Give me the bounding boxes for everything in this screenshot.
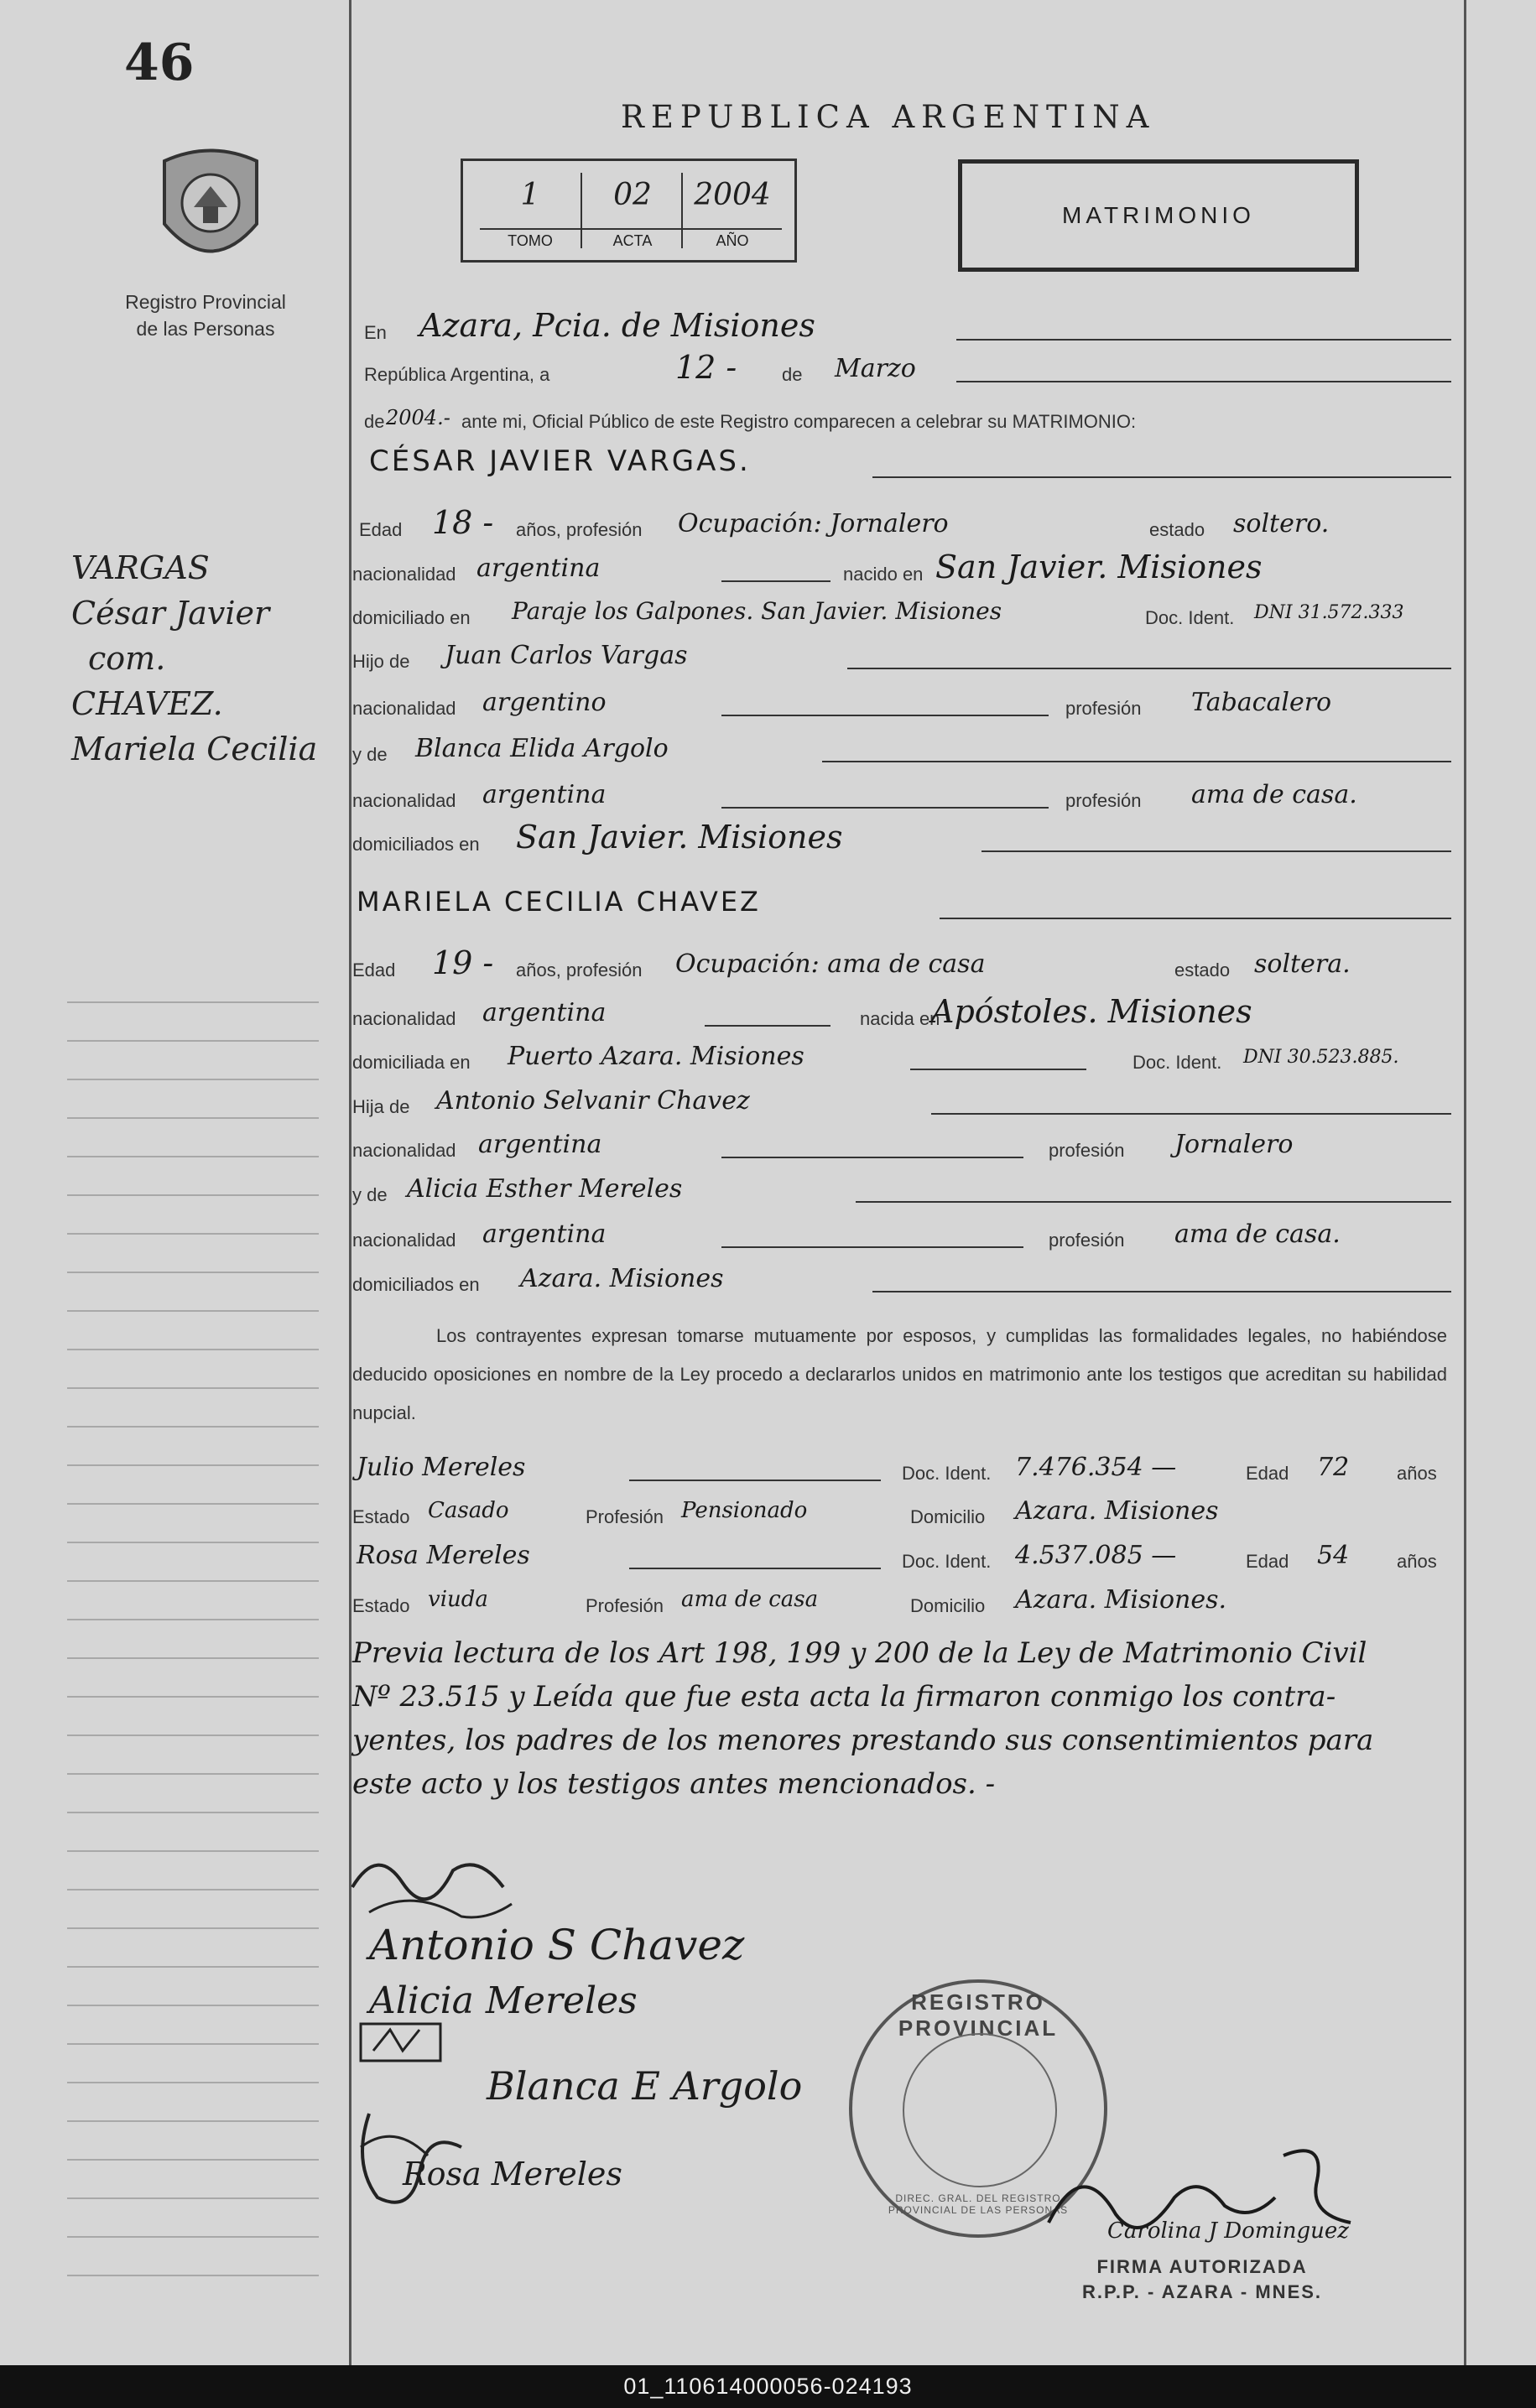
witness-2-status: viuda [428, 1587, 488, 1612]
place-value: Azara, Pcia. de Misiones [419, 307, 815, 344]
bride-age-line: Edad 19 - años, profesión Ocupación: ama de casa estado soltera. [352, 944, 1351, 981]
witness-2-address: Azara. Misiones. [1015, 1585, 1227, 1615]
groom-parents-address-line: domiciliados en San Javier. Misiones [352, 822, 1451, 859]
witness-2-line: Rosa Mereles Doc. Ident. 4.537.085 — Edad 54 años [357, 1541, 1437, 1572]
groom-mother-nat-line: nacionalidad argentina profesión ama de casa. [352, 780, 1357, 811]
page-number: 46 [124, 34, 195, 92]
bride-address: Puerto Azara. Misiones [508, 1042, 804, 1071]
groom-father-nat-line: nacionalidad argentino profesión Tabacalero [352, 688, 1332, 719]
year-value: 2004.- [386, 406, 450, 429]
bride-mother-nationality: argentina [482, 1220, 607, 1249]
bride-father-profession: Jornalero [1174, 1130, 1294, 1159]
tomo-label: TOMO [480, 228, 581, 250]
official-stamp: REGISTRO PROVINCIAL DIREC. GRAL. DEL REGISTRO PROVINCIAL DE LAS PERSONAS [849, 1979, 1107, 2238]
registry-label: Registro Provincial de las Personas [125, 291, 286, 340]
groom-nationality: argentina [476, 554, 601, 583]
bride-father-line: Hija de Antonio Selvanir Chavez [352, 1084, 1451, 1121]
witness-2-doc: 4.537.085 — [1015, 1541, 1177, 1570]
groom-mother: Blanca Elida Argolo [415, 734, 669, 763]
bride-father-nationality: argentina [478, 1130, 602, 1159]
right-margin-rule [1464, 0, 1466, 2365]
ano-value: 2004 [694, 178, 771, 212]
bride-birthplace: Apóstoles. Misiones [931, 993, 1252, 1030]
bride-parents-address-line: domiciliados en Azara. Misiones [352, 1262, 1451, 1299]
bride-name-line [352, 886, 1451, 926]
comparecen-line: de 2004.- ante mi, Oficial Público de este Registro comparecen a celebrar su MATRIMONIO: [364, 406, 1137, 432]
record-type-box: MATRIMONIO [958, 159, 1359, 272]
signature-2: Alicia Mereles [369, 1979, 638, 2022]
witness-2-profession: ama de casa [681, 1587, 819, 1612]
groom-address: Paraje los Galpones. San Javier. Misiones [512, 597, 1002, 625]
groom-father-line: Hijo de Juan Carlos Vargas [352, 639, 1451, 676]
bride-profession: Ocupación: ama de casa [675, 949, 986, 979]
document-title: REPUBLICA ARGENTINA [621, 99, 1156, 135]
groom-name-line [352, 445, 1451, 485]
witness-1-age: 72 [1317, 1453, 1350, 1482]
groom-address-line: domiciliado en Paraje los Galpones. San Javier. Misiones Doc. Ident. DNI 31.572.333 [352, 597, 1404, 628]
groom-parents-address: San Javier. Misiones [516, 819, 843, 856]
witness-2-details-line: Estado viuda Profesión ama de casa Domicilio Azara. Misiones. [352, 1585, 1227, 1616]
day-value: 12 - [675, 349, 737, 386]
groom-doc: DNI 31.572.333 [1254, 602, 1404, 623]
bride-age: 19 - [432, 944, 494, 981]
groom-mother-profession: ama de casa. [1191, 780, 1357, 809]
declaration-paragraph: Los contrayentes expresan tomarse mutuamente por esposos, y cumplidas las formalidades legales, no habiéndose deducido oposiciones en nombre de la Ley procedo a declararlos unidos en matrimonio ante los testigos que acreditan su habilidad nupcial. [352, 1325, 1447, 1423]
place-line: En Azara, Pcia. de Misiones [352, 310, 1451, 347]
province-seal-icon [156, 144, 265, 270]
witness-2-name: Rosa Mereles [357, 1541, 530, 1570]
groom-profession: Ocupación: Jornalero [678, 509, 949, 538]
acta-value: 02 [613, 178, 652, 212]
bride-father: Antonio Selvanir Chavez [436, 1086, 750, 1116]
tomo-value: 1 [520, 178, 540, 212]
bride-nationality: argentina [482, 998, 607, 1027]
ano-label: AÑO [683, 228, 782, 250]
image-id-footer: 01_110614000056-024193 [0, 2365, 1536, 2408]
signature-scribble-icon [344, 1837, 528, 1929]
bride-father-nat-line: nacionalidad argentina profesión Jornalero [352, 1130, 1294, 1161]
groom-mother-nationality: argentina [482, 780, 607, 809]
margin-note: VARGAS César Javier com. CHAVEZ. Mariela Cecilia [71, 549, 318, 767]
witness-1-doc: 7.476.354 — [1015, 1453, 1177, 1482]
bride-nationality-line: nacionalidad argentina nacida en Apóstoles. Misiones [352, 993, 1252, 1030]
groom-mother-line: y de Blanca Elida Argolo [352, 732, 1451, 769]
bride-status: soltera. [1254, 949, 1351, 979]
bride-mother-line: y de Alicia Esther Mereles [352, 1173, 1451, 1209]
witness-1-status: Casado [428, 1498, 509, 1523]
witness-1-address: Azara. Misiones [1015, 1496, 1219, 1526]
witness-1-name: Julio Mereles [357, 1453, 526, 1482]
acta-label: ACTA [582, 228, 683, 250]
left-margin-rule [349, 0, 351, 2365]
groom-birthplace: San Javier. Misiones [935, 549, 1263, 585]
groom-age: 18 - [432, 504, 494, 541]
date-line: República Argentina, a 12 - de Marzo [352, 352, 1451, 389]
bride-parents-address: Azara. Misiones [520, 1264, 724, 1293]
margin-ruled-lines [67, 965, 319, 2307]
groom-status: soltero. [1233, 509, 1330, 538]
bride-address-line: domiciliada en Puerto Azara. Misiones Doc. Ident. DNI 30.523.885. [352, 1042, 1399, 1073]
groom-name: CÉSAR JAVIER VARGAS. [369, 445, 751, 478]
signature-1: Antonio S Chavez [369, 1921, 745, 1969]
month-value: Marzo [835, 354, 916, 383]
initials-box-icon [352, 2017, 453, 2067]
signature-3: Blanca E Argolo [487, 2063, 803, 2109]
groom-father-profession: Tabacalero [1191, 688, 1332, 717]
bride-mother-profession: ama de casa. [1174, 1220, 1341, 1249]
groom-father-nationality: argentino [482, 688, 607, 717]
witness-1-line: Julio Mereles Doc. Ident. 7.476.354 — Edad 72 años [357, 1453, 1437, 1484]
signature-4: Rosa Mereles [403, 2156, 622, 2192]
bride-name: MARIELA CECILIA CHAVEZ [357, 886, 761, 918]
tomo-acta-box [461, 159, 797, 263]
authorized-signature: Carolina J Dominguez [1107, 2218, 1349, 2244]
authorized-signature-label: FIRMA AUTORIZADA R.P.P. - AZARA - MNES. [1082, 2256, 1323, 2302]
bride-mother: Alicia Esther Mereles [407, 1174, 683, 1204]
bride-mother-nat-line: nacionalidad argentina profesión ama de casa. [352, 1220, 1341, 1251]
groom-father: Juan Carlos Vargas [445, 641, 688, 670]
closing-statement: Previa lectura de los Art 198, 199 y 200 de la Ley de Matrimonio Civil Nº 23.515 y Leída que fue esta acta la firmaron conmigo los contra- yentes, los padres de los menores prestando sus consentimientos para este acto y los testigos antes mencionados. - [352, 1636, 1374, 1801]
witness-1-profession: Pensionado [681, 1498, 808, 1523]
groom-nationality-line: nacionalidad argentina nacido en San Javier. Misiones [352, 549, 1263, 585]
groom-age-line: Edad 18 - años, profesión Ocupación: Jornalero estado soltero. [359, 504, 1330, 541]
witness-2-age: 54 [1317, 1541, 1350, 1570]
witness-1-details-line: Estado Casado Profesión Pensionado Domicilio Azara. Misiones [352, 1496, 1219, 1527]
bride-doc: DNI 30.523.885. [1243, 1047, 1399, 1068]
